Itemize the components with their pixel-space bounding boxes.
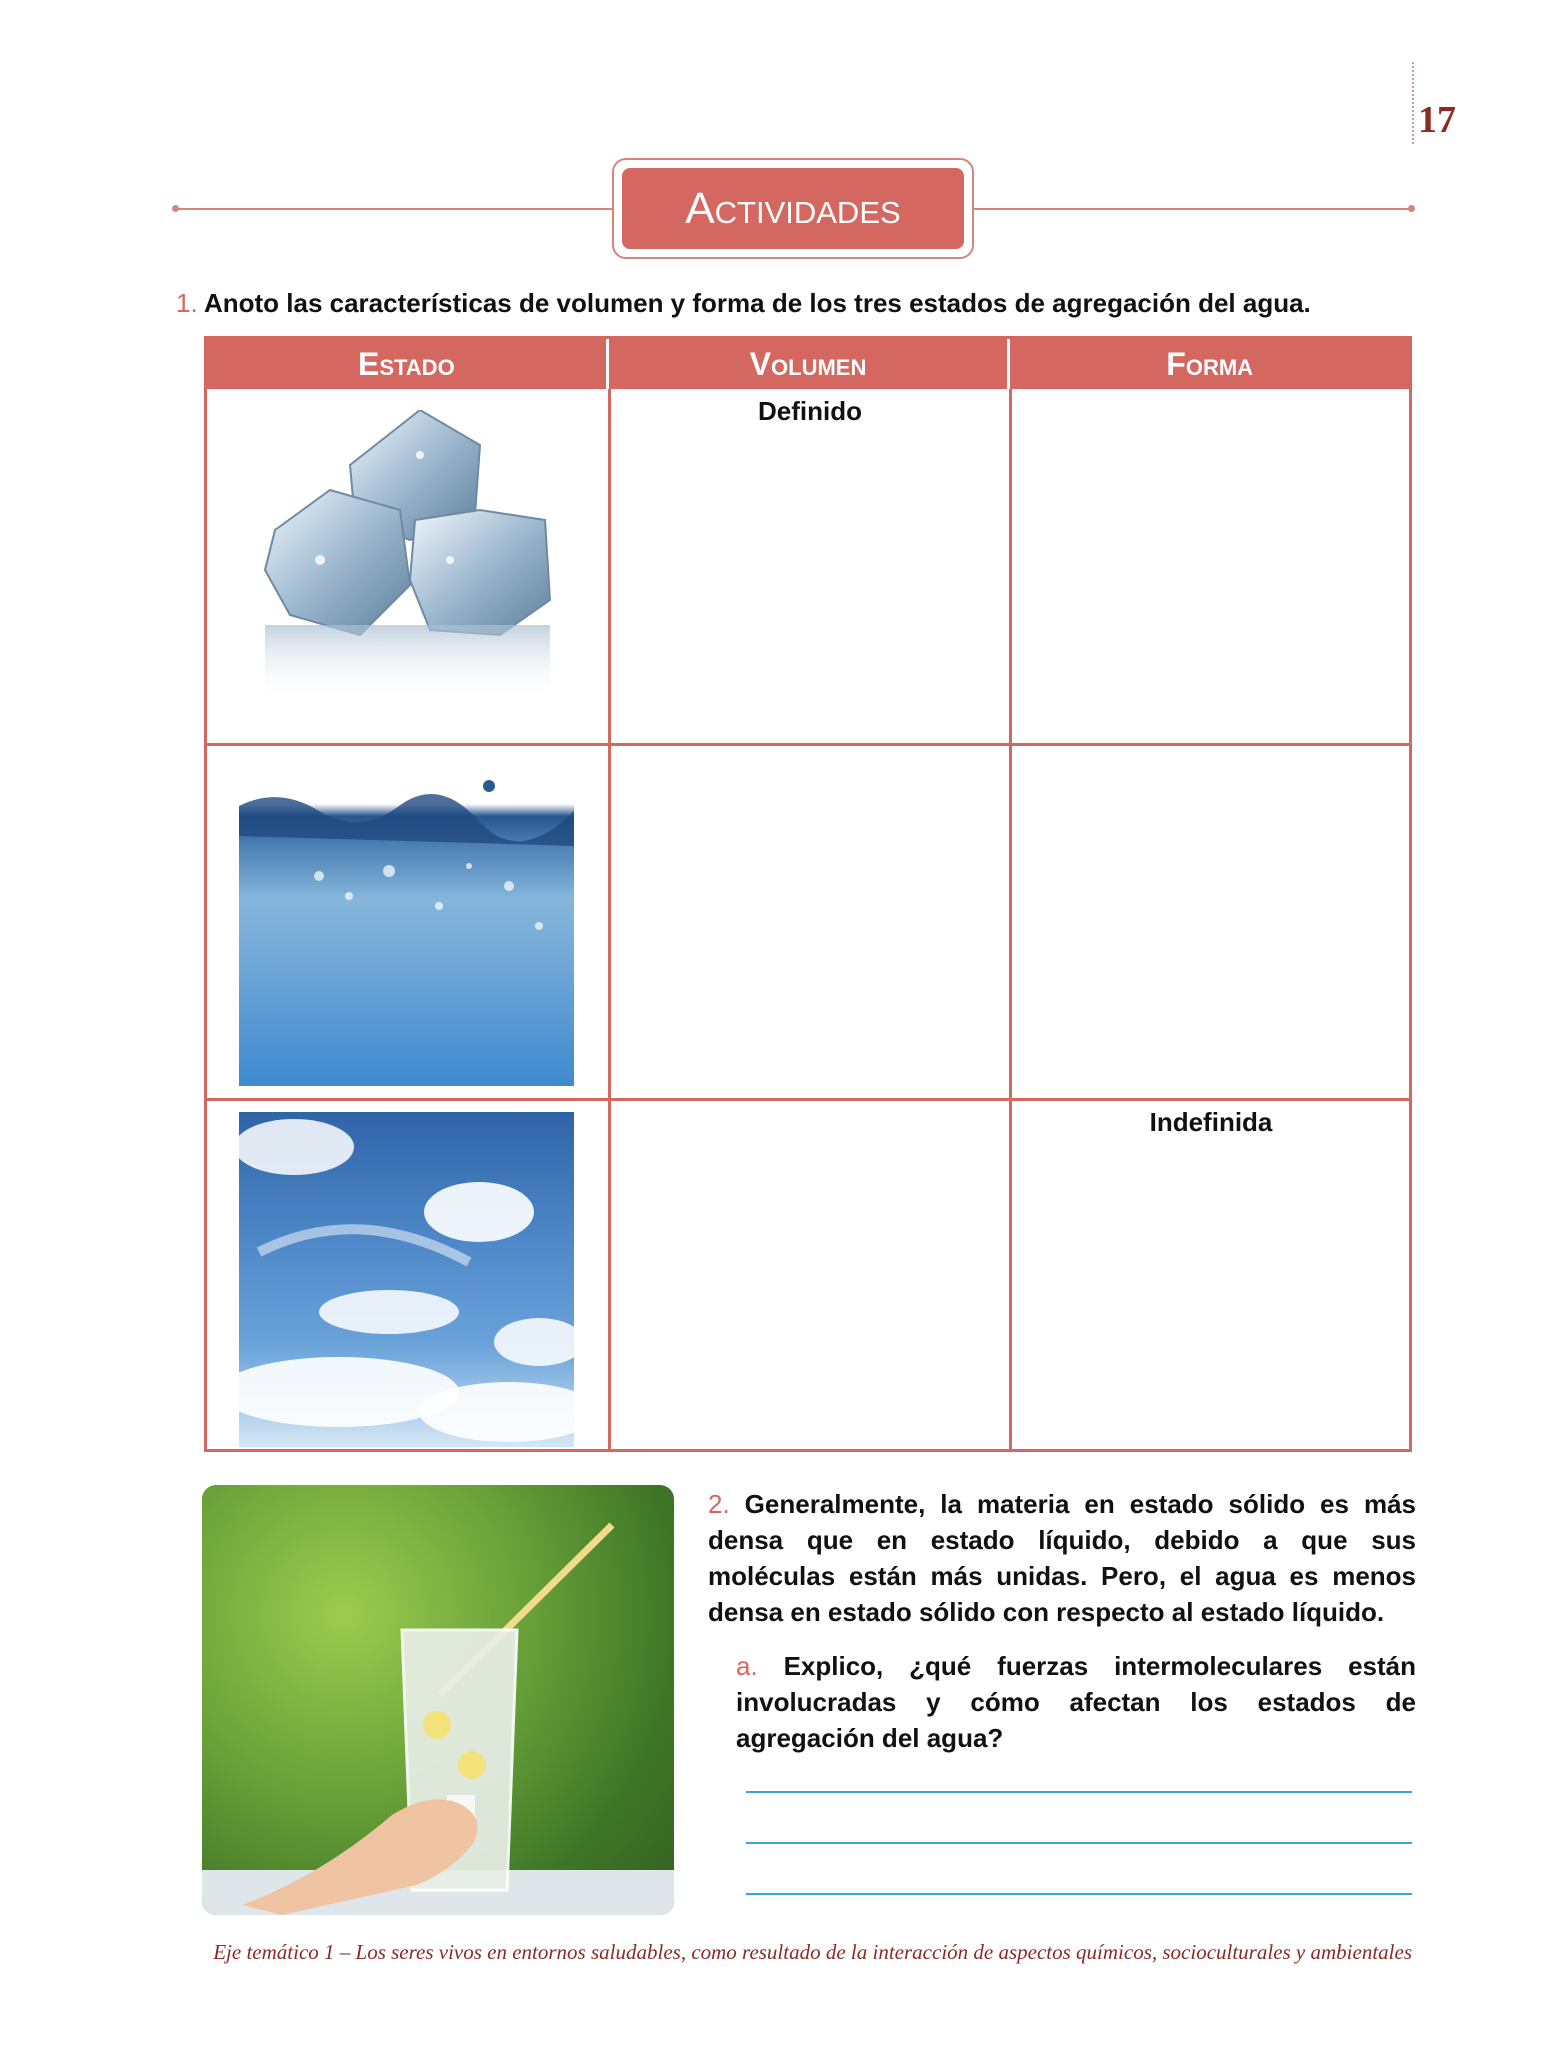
page-number-divider	[1412, 62, 1414, 144]
cell-solid-volume: Definido	[758, 396, 862, 426]
question-2a	[736, 1648, 1416, 1756]
question-1-number: 1.	[176, 288, 198, 318]
question-1-text: Anoto las características de volumen y forma de los tres estados de agregación del agua.	[203, 288, 1311, 318]
table-header-row	[207, 339, 1409, 389]
question-2	[708, 1486, 1416, 1630]
footer-axis-title: Eje temático 1 – Los seres vivos en entornos saludables, como resultado de la interacción de aspectos químicos, socioculturales y ambientales	[213, 1940, 1412, 1964]
table-column-divider	[1009, 389, 1012, 1449]
answer-line-1[interactable]	[746, 1791, 1412, 1793]
answer-line-3[interactable]	[746, 1893, 1412, 1895]
clouds-sky-image	[239, 1112, 574, 1447]
liquid-water-image	[239, 776, 574, 1086]
question-2a-text: Explico, ¿qué fuerzas intermoleculares están involucradas y cómo afectan los estados de agregación del agua?	[736, 1651, 1416, 1753]
question-2a-letter: a.	[736, 1651, 758, 1681]
page-number: 17	[1418, 99, 1456, 141]
header-forma: Forma	[1166, 345, 1254, 382]
header-volumen: Volumen	[609, 339, 1011, 389]
section-title: Actividades	[622, 168, 964, 249]
header-line-left	[176, 208, 616, 210]
header-line-dot-right	[1408, 205, 1415, 212]
ice-cubes-image	[250, 410, 580, 700]
section-title-box	[612, 158, 974, 259]
question-2-number: 2.	[708, 1489, 730, 1519]
header-line-right	[972, 208, 1412, 210]
header-estado: Estado	[207, 339, 609, 389]
table-row-divider	[207, 743, 1409, 746]
cell-gas-shape: Indefinida	[1149, 1107, 1273, 1137]
table-row-divider	[207, 1098, 1409, 1101]
question-2-text: Generalmente, la materia en estado sólido es más densa que en estado líquido, debido a que sus moléculas están más unidas. Pero, el agua es menos densa en estado sólido con respecto al estado líquido.	[708, 1489, 1416, 1627]
question-1	[176, 285, 1416, 321]
table-column-divider	[608, 389, 611, 1449]
glass-of-water-image	[202, 1485, 674, 1915]
answer-line-2[interactable]	[746, 1842, 1412, 1844]
